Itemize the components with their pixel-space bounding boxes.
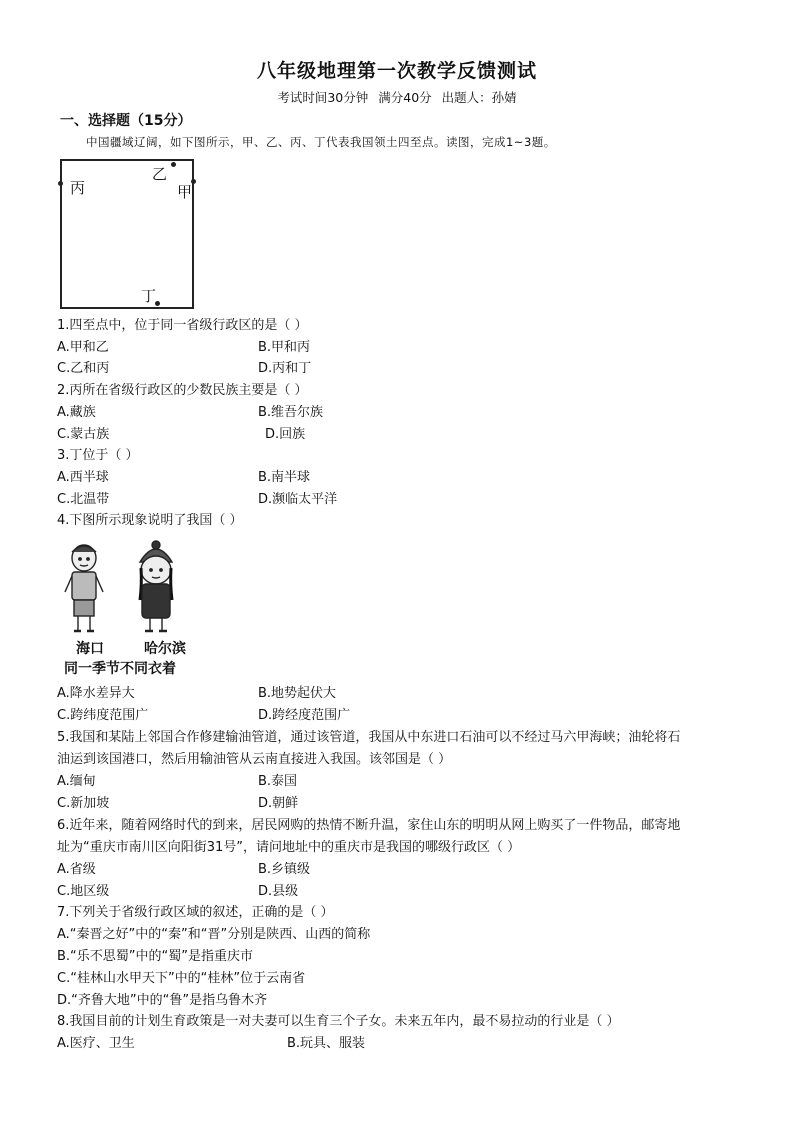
- q1-option-c: C.乙和丙: [57, 361, 110, 376]
- q4-option-c: C.跨纬度范围广: [57, 708, 149, 723]
- q5-option-c: C.新加坡: [57, 796, 110, 811]
- section-intro: 中国疆域辽阔，如下图所示，甲、乙、丙、丁代表我国领土四至点。读图，完成1~3题。: [86, 135, 556, 149]
- question-7: 7.下列关于省级行政区域的叙述，正确的是（ ）: [57, 905, 334, 920]
- bing-point: [58, 181, 63, 186]
- q3-option-a: A.西半球: [57, 470, 109, 485]
- section-heading: 一、选择题（15分）: [60, 113, 192, 129]
- q6-option-b: B.乡镇级: [258, 862, 311, 877]
- q4-option-a: A.降水差异大: [57, 686, 135, 701]
- q5-option-d: D.朝鲜: [258, 796, 299, 811]
- q6-option-a: A.省级: [57, 862, 96, 877]
- question-2: 2.丙所在省级行政区的少数民族主要是（ ）: [57, 383, 308, 398]
- q3-option-b: B.南半球: [258, 470, 311, 485]
- territory-map-figure: [60, 159, 194, 309]
- question-8: 8.我国目前的计划生育政策是一对夫妻可以生育三个子女。未来五年内，最不易拉动的行业是（ ）: [57, 1014, 620, 1029]
- cartoon-caption: 同一季节不同衣着: [64, 661, 176, 677]
- q2-option-b: B.维吾尔族: [258, 405, 324, 420]
- q2-option-a: A.藏族: [57, 405, 96, 420]
- q7-option-d: D.“齐鲁大地”中的“鲁”是指乌鲁木齐: [57, 993, 268, 1008]
- q5-option-a: A.缅甸: [57, 774, 96, 789]
- question-5: 5.我国和某陆上邻国合作修建输油管道，通过该管道，我国从中东进口石油可以不经过马六甲海峡；油轮将石: [57, 730, 681, 745]
- yi-point: [171, 162, 176, 167]
- clothing-cartoon-figure: [60, 540, 205, 678]
- city-label-harbin: 哈尔滨: [144, 641, 186, 657]
- q3-option-d: D.濒临太平洋: [258, 492, 338, 507]
- q1-option-d: D.丙和丁: [258, 361, 312, 376]
- q8-option-a: A.医疗、卫生: [57, 1036, 135, 1051]
- q2-option-c: C.蒙古族: [57, 427, 110, 442]
- q5-option-b: B.泰国: [258, 774, 298, 789]
- q7-option-b: B.“乐不思蜀”中的“蜀”是指重庆市: [57, 949, 253, 964]
- question-3: 3.丁位于（ ）: [57, 448, 139, 463]
- q1-option-a: A.甲和乙: [57, 340, 109, 355]
- map-label-yi: 乙: [152, 165, 168, 183]
- q7-option-a: A.“秦晋之好”中的“秦”和“晋”分别是陕西、山西的简称: [57, 927, 371, 942]
- q8-option-b: B.玩具、服装: [287, 1036, 366, 1051]
- q6-option-c: C.地区级: [57, 884, 110, 899]
- question-6-cont: 址为“重庆市南川区向阳街31号”，请问地址中的重庆市是我国的哪级行政区（ ）: [57, 840, 521, 855]
- q7-option-c: C.“桂林山水甲天下”中的“桂林”位于云南省: [57, 971, 306, 986]
- q4-option-d: D.跨经度范围广: [258, 708, 351, 723]
- question-6: 6.近年来，随着网络时代的到来，居民网购的热情不断升温，家住山东的明明从网上购买了一件物品，邮寄地: [57, 818, 681, 833]
- q3-option-c: C.北温带: [57, 492, 110, 507]
- q2-option-d: D.回族: [265, 427, 306, 442]
- question-1: 1.四至点中，位于同一省级行政区的是（ ）: [57, 318, 308, 333]
- haikou-person-icon: [65, 545, 103, 631]
- map-label-bing: 丙: [70, 179, 86, 197]
- map-label-jia: 甲: [177, 183, 193, 201]
- exam-info: 考试时间30分钟 满分40分 出题人：孙婧: [277, 90, 517, 105]
- question-4: 4.下图所示现象说明了我国（ ）: [57, 513, 243, 528]
- question-5-cont: 油运到该国港口，然后用输油管从云南直接进入我国。该邻国是（ ）: [57, 752, 452, 767]
- q4-option-b: B.地势起伏大: [258, 686, 337, 701]
- q1-option-b: B.甲和丙: [258, 340, 311, 355]
- page-title: 八年级地理第一次教学反馈测试: [256, 60, 537, 82]
- city-label-haikou: 海口: [76, 641, 104, 657]
- q6-option-d: D.县级: [258, 884, 299, 899]
- harbin-person-icon: [140, 541, 172, 631]
- map-label-ding: 丁: [141, 287, 157, 305]
